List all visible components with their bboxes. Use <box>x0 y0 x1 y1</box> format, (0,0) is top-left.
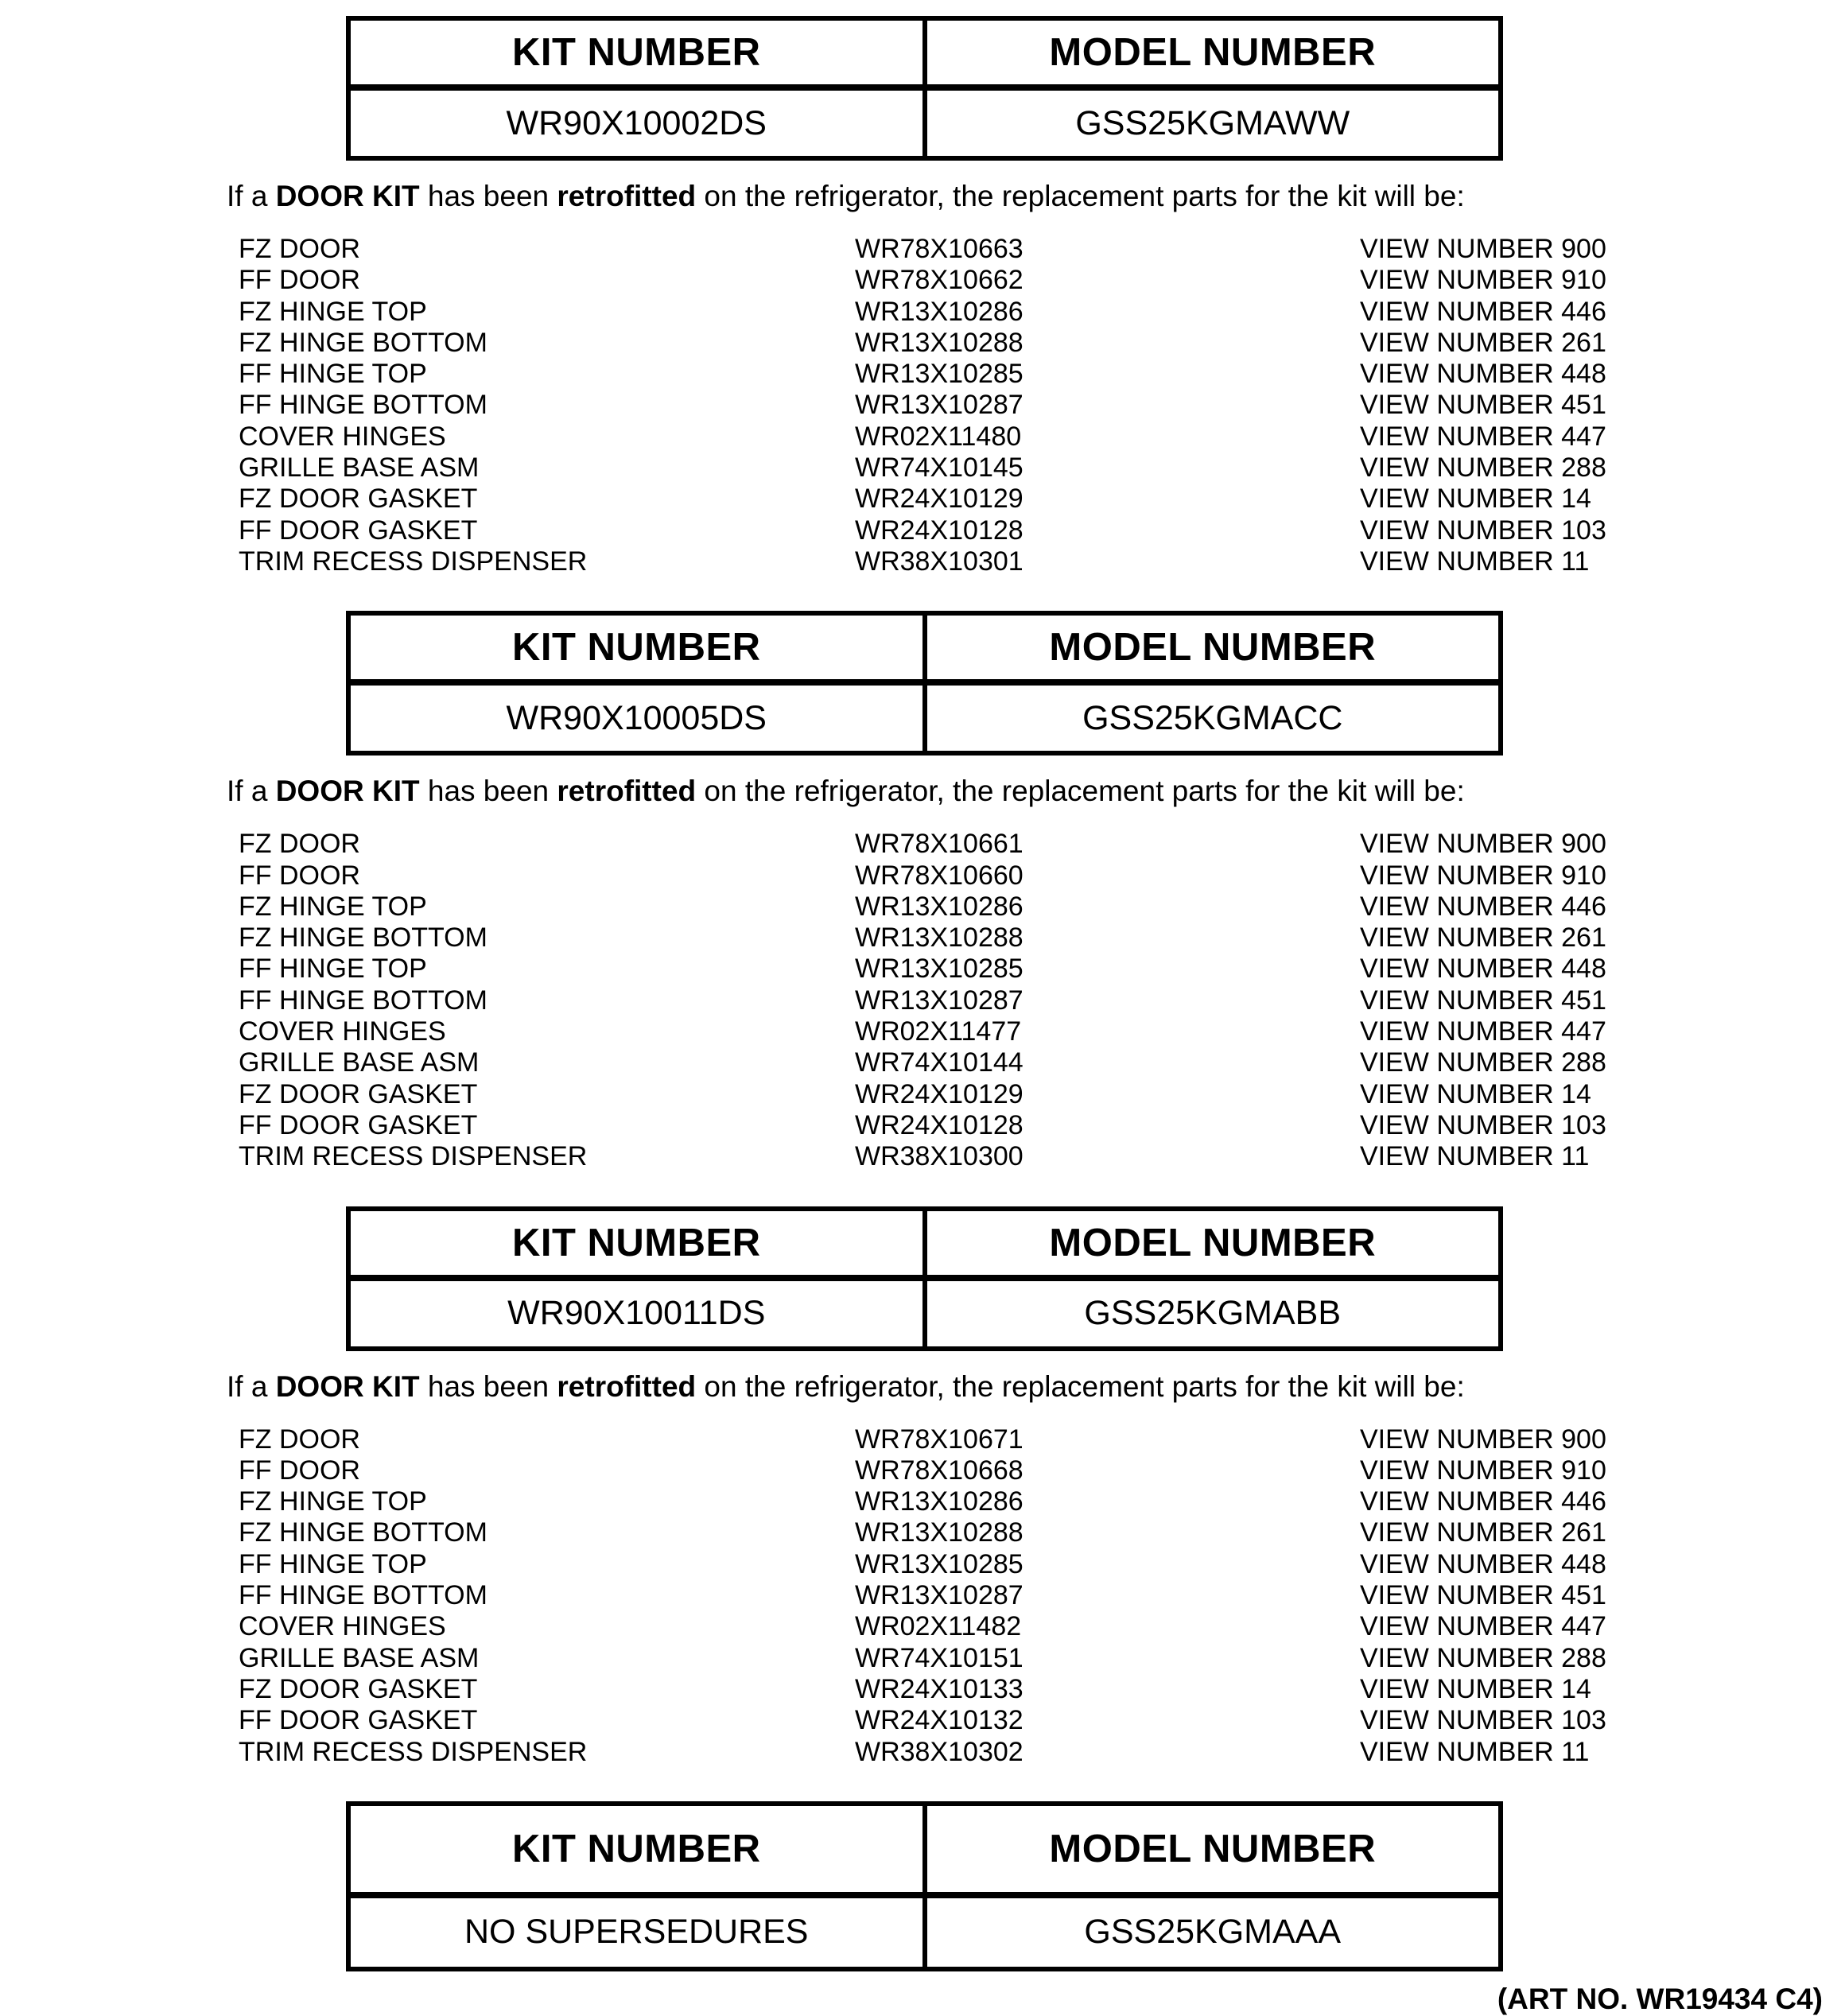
part-view-number: VIEW NUMBER 14 <box>1360 484 1591 515</box>
intro-text <box>227 178 1845 215</box>
part-number: WR78X10660 <box>855 860 1023 891</box>
parts-row <box>239 1455 1845 1486</box>
parts-row <box>239 891 1845 923</box>
intro-bold-door-kit: DOOR KIT <box>275 775 420 808</box>
parts-row <box>239 1643 1845 1674</box>
intro-prefix: If a <box>227 1369 276 1403</box>
kit-model-table-final <box>346 1801 1503 1971</box>
parts-row <box>239 1047 1845 1078</box>
part-view-number: VIEW NUMBER 288 <box>1360 1642 1606 1673</box>
part-view-number: VIEW NUMBER 446 <box>1360 296 1606 327</box>
part-name: FZ DOOR <box>239 829 360 860</box>
part-name: FF DOOR GASKET <box>239 1109 478 1140</box>
parts-row <box>239 1517 1845 1548</box>
kit-model-table-3 <box>346 1206 1503 1351</box>
parts-row <box>239 1079 1845 1110</box>
kit-number-value: NO SUPERSEDURES <box>348 1895 925 1969</box>
part-name: FZ HINGE BOTTOM <box>239 923 487 954</box>
part-name: FF DOOR GASKET <box>239 515 478 546</box>
parts-row <box>239 1549 1845 1580</box>
part-name: FF DOOR <box>239 1455 360 1486</box>
part-view-number: VIEW NUMBER 910 <box>1360 1455 1606 1486</box>
part-view-number: VIEW NUMBER 261 <box>1360 327 1606 358</box>
part-name: FZ HINGE TOP <box>239 891 427 922</box>
table-header-row <box>348 613 1501 682</box>
kit-model-table-2 <box>346 611 1503 756</box>
model-number-header: MODEL NUMBER <box>925 613 1501 682</box>
part-number: WR13X10287 <box>855 1580 1023 1611</box>
part-number: WR24X10128 <box>855 1109 1023 1140</box>
part-view-number: VIEW NUMBER 288 <box>1360 453 1606 484</box>
parts-row <box>239 1141 1845 1172</box>
part-view-number: VIEW NUMBER 103 <box>1360 1705 1606 1736</box>
parts-row <box>239 297 1845 328</box>
part-number: WR24X10129 <box>855 1078 1023 1109</box>
model-number-header: MODEL NUMBER <box>925 18 1501 87</box>
part-number: WR24X10129 <box>855 484 1023 515</box>
part-name: COVER HINGES <box>239 1016 446 1047</box>
part-view-number: VIEW NUMBER 261 <box>1360 1517 1606 1548</box>
parts-row <box>239 1705 1845 1736</box>
part-number: WR13X10285 <box>855 1548 1023 1579</box>
part-number: WR13X10286 <box>855 296 1023 327</box>
part-name: FF HINGE BOTTOM <box>239 390 487 421</box>
part-view-number: VIEW NUMBER 446 <box>1360 1486 1606 1517</box>
kit-number-value: WR90X10005DS <box>348 682 925 753</box>
parts-row <box>239 1674 1845 1705</box>
table-value-row <box>348 1895 1501 1969</box>
part-number: WR38X10302 <box>855 1736 1023 1767</box>
part-number: WR13X10286 <box>855 891 1023 922</box>
part-number: WR24X10132 <box>855 1705 1023 1736</box>
part-name: FF DOOR <box>239 860 360 891</box>
part-name: GRILLE BASE ASM <box>239 1642 480 1673</box>
part-number: WR38X10300 <box>855 1141 1023 1172</box>
parts-row <box>239 954 1845 985</box>
part-view-number: VIEW NUMBER 447 <box>1360 1016 1606 1047</box>
part-view-number: VIEW NUMBER 447 <box>1360 1611 1606 1642</box>
part-name: FZ HINGE TOP <box>239 1486 427 1517</box>
part-view-number: VIEW NUMBER 103 <box>1360 1109 1606 1140</box>
table-value-row <box>348 1278 1501 1349</box>
part-number: WR24X10128 <box>855 515 1023 546</box>
part-number: WR78X10661 <box>855 829 1023 860</box>
part-view-number: VIEW NUMBER 446 <box>1360 891 1606 922</box>
intro-bold-retrofitted: retrofitted <box>557 775 697 808</box>
part-name: FZ DOOR <box>239 234 360 264</box>
part-name: FZ DOOR GASKET <box>239 1078 478 1109</box>
parts-list-2 <box>239 829 1845 1172</box>
part-view-number: VIEW NUMBER 288 <box>1360 1047 1606 1078</box>
part-name: FF DOOR GASKET <box>239 1705 478 1736</box>
part-view-number: VIEW NUMBER 11 <box>1360 1736 1590 1767</box>
parts-list-1 <box>239 234 1845 577</box>
parts-row <box>239 234 1845 265</box>
parts-row <box>239 515 1845 546</box>
model-number-value: GSS25KGMAAA <box>925 1895 1501 1969</box>
part-number: WR24X10133 <box>855 1673 1023 1704</box>
part-number: WR02X11482 <box>855 1611 1022 1642</box>
part-name: FF HINGE BOTTOM <box>239 1580 487 1611</box>
part-name: FF HINGE BOTTOM <box>239 985 487 1016</box>
table-value-row <box>348 87 1501 158</box>
parts-row <box>239 546 1845 577</box>
part-number: WR74X10145 <box>855 453 1023 484</box>
intro-bold-retrofitted: retrofitted <box>557 1369 697 1403</box>
parts-row <box>239 1110 1845 1141</box>
kit-model-table-1 <box>346 16 1503 161</box>
part-number: WR13X10287 <box>855 985 1023 1016</box>
kit-number-header: KIT NUMBER <box>348 1209 925 1278</box>
part-number: WR02X11477 <box>855 1016 1022 1047</box>
part-view-number: VIEW NUMBER 447 <box>1360 421 1606 452</box>
part-view-number: VIEW NUMBER 451 <box>1360 390 1606 421</box>
intro-suffix: on the refrigerator, the replacement parts for the kit will be: <box>696 1369 1465 1403</box>
part-number: WR38X10301 <box>855 546 1023 577</box>
part-view-number: VIEW NUMBER 11 <box>1360 546 1590 577</box>
intro-text <box>227 773 1845 810</box>
part-name: FF DOOR <box>239 265 360 296</box>
part-number: WR13X10285 <box>855 359 1023 390</box>
part-name: COVER HINGES <box>239 1611 446 1642</box>
part-name: FZ HINGE BOTTOM <box>239 327 487 358</box>
kit-number-header: KIT NUMBER <box>348 18 925 87</box>
parts-row <box>239 829 1845 860</box>
part-view-number: VIEW NUMBER 261 <box>1360 923 1606 954</box>
part-number: WR13X10288 <box>855 327 1023 358</box>
table-header-row <box>348 18 1501 87</box>
model-number-value: GSS25KGMABB <box>925 1278 1501 1349</box>
parts-row <box>239 1611 1845 1642</box>
part-name: FF HINGE TOP <box>239 954 427 985</box>
parts-row <box>239 1580 1845 1611</box>
part-view-number: VIEW NUMBER 103 <box>1360 515 1606 546</box>
kit-number-header: KIT NUMBER <box>348 613 925 682</box>
part-view-number: VIEW NUMBER 448 <box>1360 359 1606 390</box>
part-name: GRILLE BASE ASM <box>239 453 480 484</box>
parts-row <box>239 1424 1845 1455</box>
table-value-row <box>348 682 1501 753</box>
kit-section-3 <box>0 1206 1845 1768</box>
part-number: WR78X10662 <box>855 265 1023 296</box>
parts-row <box>239 1016 1845 1047</box>
intro-mid: has been <box>419 775 557 808</box>
parts-row <box>239 328 1845 359</box>
part-number: WR02X11480 <box>855 421 1022 452</box>
part-view-number: VIEW NUMBER 448 <box>1360 1548 1606 1579</box>
kit-section-1 <box>0 16 1845 577</box>
part-name: TRIM RECESS DISPENSER <box>239 546 588 577</box>
table-header-row <box>348 1209 1501 1278</box>
model-number-value: GSS25KGMACC <box>925 682 1501 753</box>
table-header-row <box>348 1804 1501 1895</box>
intro-suffix: on the refrigerator, the replacement parts for the kit will be: <box>696 775 1465 808</box>
part-view-number: VIEW NUMBER 910 <box>1360 265 1606 296</box>
intro-bold-retrofitted: retrofitted <box>557 180 697 212</box>
parts-row <box>239 359 1845 390</box>
part-number: WR78X10668 <box>855 1455 1023 1486</box>
art-number: (ART NO. WR19434 C4) <box>1497 1982 1823 2015</box>
intro-text <box>227 1369 1845 1405</box>
part-number: WR13X10286 <box>855 1486 1023 1517</box>
parts-row <box>239 923 1845 954</box>
part-number: WR74X10144 <box>855 1047 1023 1078</box>
part-name: FZ DOOR GASKET <box>239 484 478 515</box>
intro-mid: has been <box>419 180 557 212</box>
part-name: FZ HINGE BOTTOM <box>239 1517 487 1548</box>
part-name: COVER HINGES <box>239 421 446 452</box>
parts-row <box>239 860 1845 891</box>
intro-prefix: If a <box>227 180 276 212</box>
model-number-value: GSS25KGMAWW <box>925 87 1501 158</box>
parts-row <box>239 421 1845 453</box>
part-name: TRIM RECESS DISPENSER <box>239 1141 588 1172</box>
part-number: WR78X10671 <box>855 1424 1023 1455</box>
part-number: WR13X10288 <box>855 923 1023 954</box>
part-name: FZ DOOR <box>239 1424 360 1455</box>
part-view-number: VIEW NUMBER 11 <box>1360 1141 1590 1172</box>
part-name: FZ HINGE TOP <box>239 296 427 327</box>
part-view-number: VIEW NUMBER 451 <box>1360 1580 1606 1611</box>
part-name: FZ DOOR GASKET <box>239 1673 478 1704</box>
part-name: TRIM RECESS DISPENSER <box>239 1736 588 1767</box>
model-number-header: MODEL NUMBER <box>925 1804 1501 1895</box>
kit-number-value: WR90X10002DS <box>348 87 925 158</box>
part-view-number: VIEW NUMBER 448 <box>1360 954 1606 985</box>
parts-row <box>239 453 1845 484</box>
part-view-number: VIEW NUMBER 14 <box>1360 1078 1591 1109</box>
intro-mid: has been <box>419 1369 557 1403</box>
part-number: WR13X10287 <box>855 390 1023 421</box>
intro-bold-door-kit: DOOR KIT <box>275 180 420 212</box>
part-name: FF HINGE TOP <box>239 1548 427 1579</box>
part-name: GRILLE BASE ASM <box>239 1047 480 1078</box>
kit-number-header: KIT NUMBER <box>348 1804 925 1895</box>
part-view-number: VIEW NUMBER 910 <box>1360 860 1606 891</box>
part-number: WR13X10285 <box>855 954 1023 985</box>
model-number-header: MODEL NUMBER <box>925 1209 1501 1278</box>
parts-list-3 <box>239 1424 1845 1768</box>
parts-row <box>239 985 1845 1016</box>
part-number: WR74X10151 <box>855 1642 1023 1673</box>
kit-section-2 <box>0 611 1845 1172</box>
intro-suffix: on the refrigerator, the replacement parts for the kit will be: <box>696 180 1465 212</box>
parts-row <box>239 1486 1845 1517</box>
part-number: WR13X10288 <box>855 1517 1023 1548</box>
part-view-number: VIEW NUMBER 900 <box>1360 234 1606 264</box>
intro-prefix: If a <box>227 775 276 808</box>
part-view-number: VIEW NUMBER 900 <box>1360 1424 1606 1455</box>
intro-bold-door-kit: DOOR KIT <box>275 1369 420 1403</box>
parts-row <box>239 1737 1845 1768</box>
parts-row <box>239 484 1845 515</box>
parts-row <box>239 390 1845 421</box>
part-view-number: VIEW NUMBER 451 <box>1360 985 1606 1016</box>
parts-row <box>239 265 1845 296</box>
part-number: WR78X10663 <box>855 234 1023 264</box>
part-view-number: VIEW NUMBER 14 <box>1360 1673 1591 1704</box>
part-view-number: VIEW NUMBER 900 <box>1360 829 1606 860</box>
kit-number-value: WR90X10011DS <box>348 1278 925 1349</box>
part-name: FF HINGE TOP <box>239 359 427 390</box>
